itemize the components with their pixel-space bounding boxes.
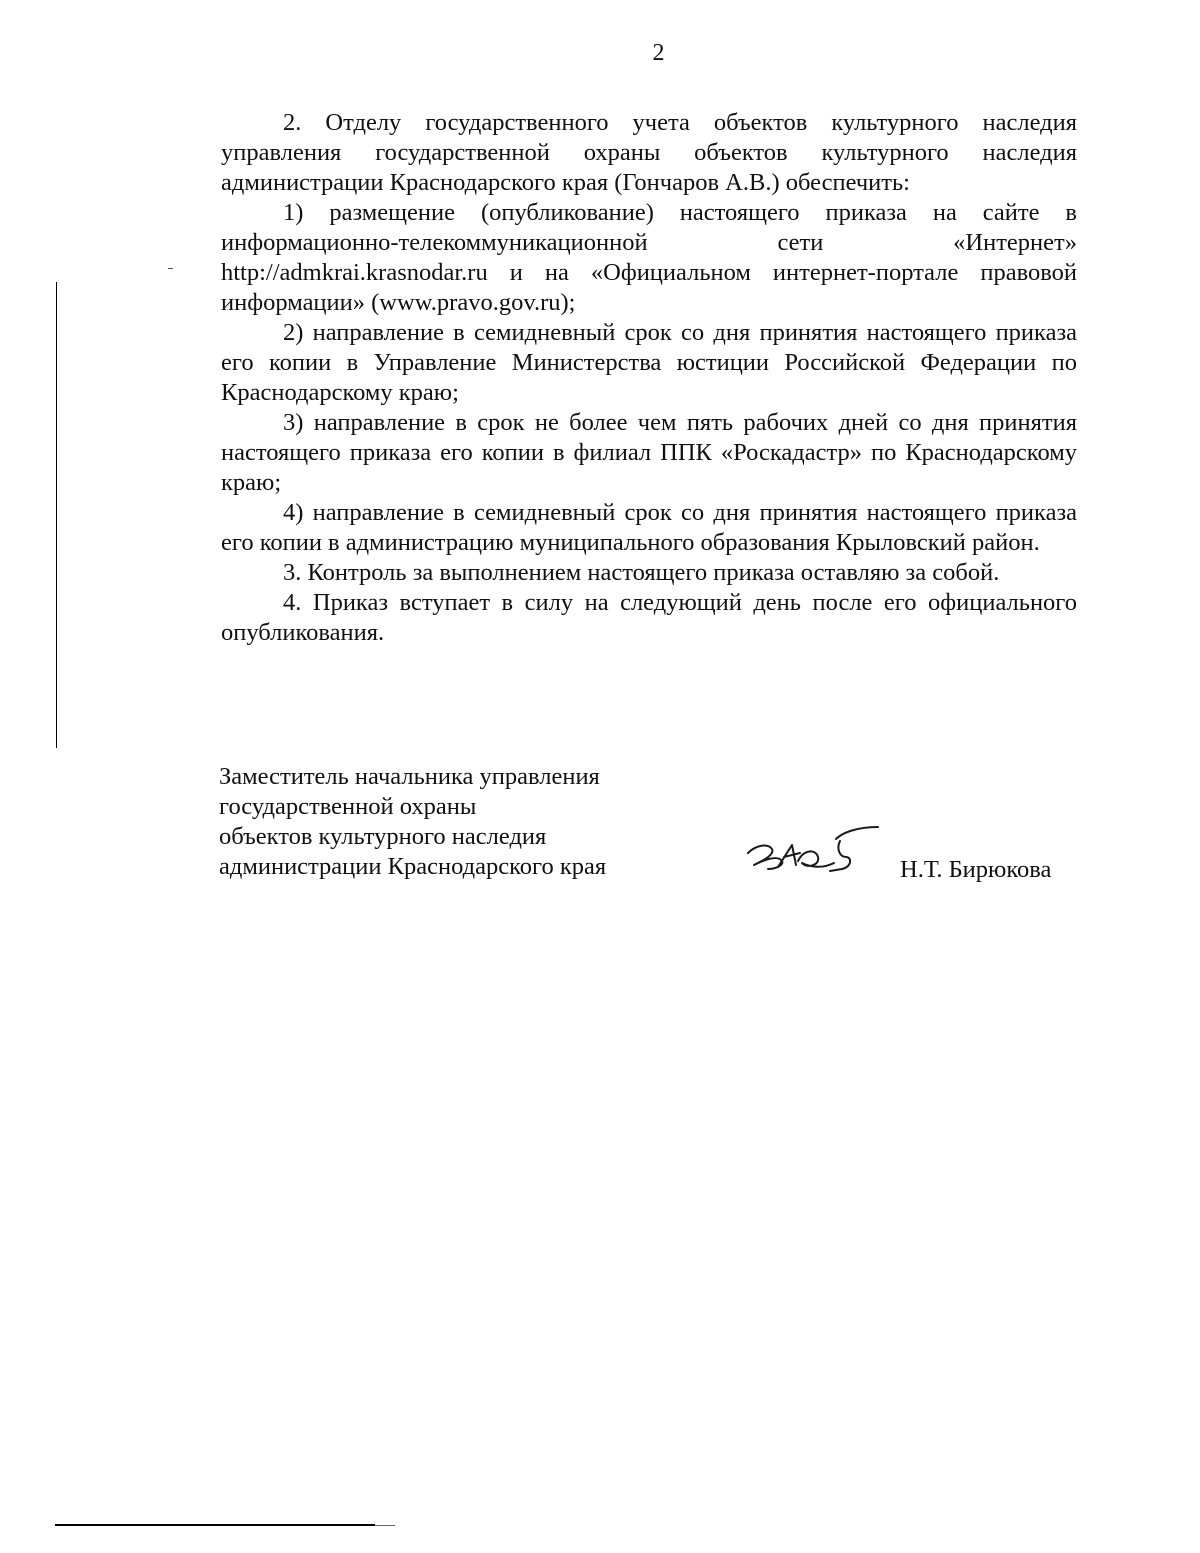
paragraph: 2) направление в семидневный срок со дня принятия настоящего приказа его копии в Управление Министерства юстиции Российской Федерации по Краснодарскому краю;	[221, 319, 1077, 406]
position-line: государственной охраны	[219, 793, 477, 820]
page-number: 2	[652, 40, 665, 66]
signer-name: Н.Т. Бирюкова	[900, 856, 1052, 883]
paragraph: 4. Приказ вступает в силу на следующий день после его официального опубликования.	[221, 589, 1077, 646]
scan-margin-line	[56, 282, 57, 748]
signatory-position	[219, 762, 679, 882]
paragraph: 3) направление в срок не более чем пять рабочих дней со дня принятия настоящего приказа его копии в филиал ППК «Роскадастр» по Краснодарскому краю;	[221, 409, 1077, 496]
document-body	[221, 108, 1077, 648]
position-line: объектов культурного наследия	[219, 823, 547, 850]
bottom-rule-tail	[375, 1525, 395, 1526]
scan-artifact	[168, 268, 173, 269]
position-line: администрации Краснодарского края	[219, 853, 607, 880]
paragraph: 4) направление в семидневный срок со дня принятия настоящего приказа его копии в администрацию муниципального образования Крыловский район.	[221, 499, 1077, 556]
position-line: Заместитель начальника управления	[219, 763, 600, 790]
paragraph: 3. Контроль за выполнением настоящего приказа оставляю за собой.	[283, 559, 1000, 586]
bottom-rule	[55, 1524, 375, 1526]
paragraph: 2. Отделу государственного учета объектов культурного наследия управления государственной охраны объектов культурного наследия администрации Краснодарского края (Гончаров А.В.) обеспечить:	[221, 109, 1077, 196]
paragraph: 1) размещение (опубликование) настоящего приказа на сайте в информационно-телекоммуникационной сети «Интернет» http://admkrai.krasnodar.ru и на «Официальном интернет-портале правовой информации» (www.pravo.gov.ru);	[221, 199, 1077, 316]
handwritten-signature	[738, 815, 888, 885]
